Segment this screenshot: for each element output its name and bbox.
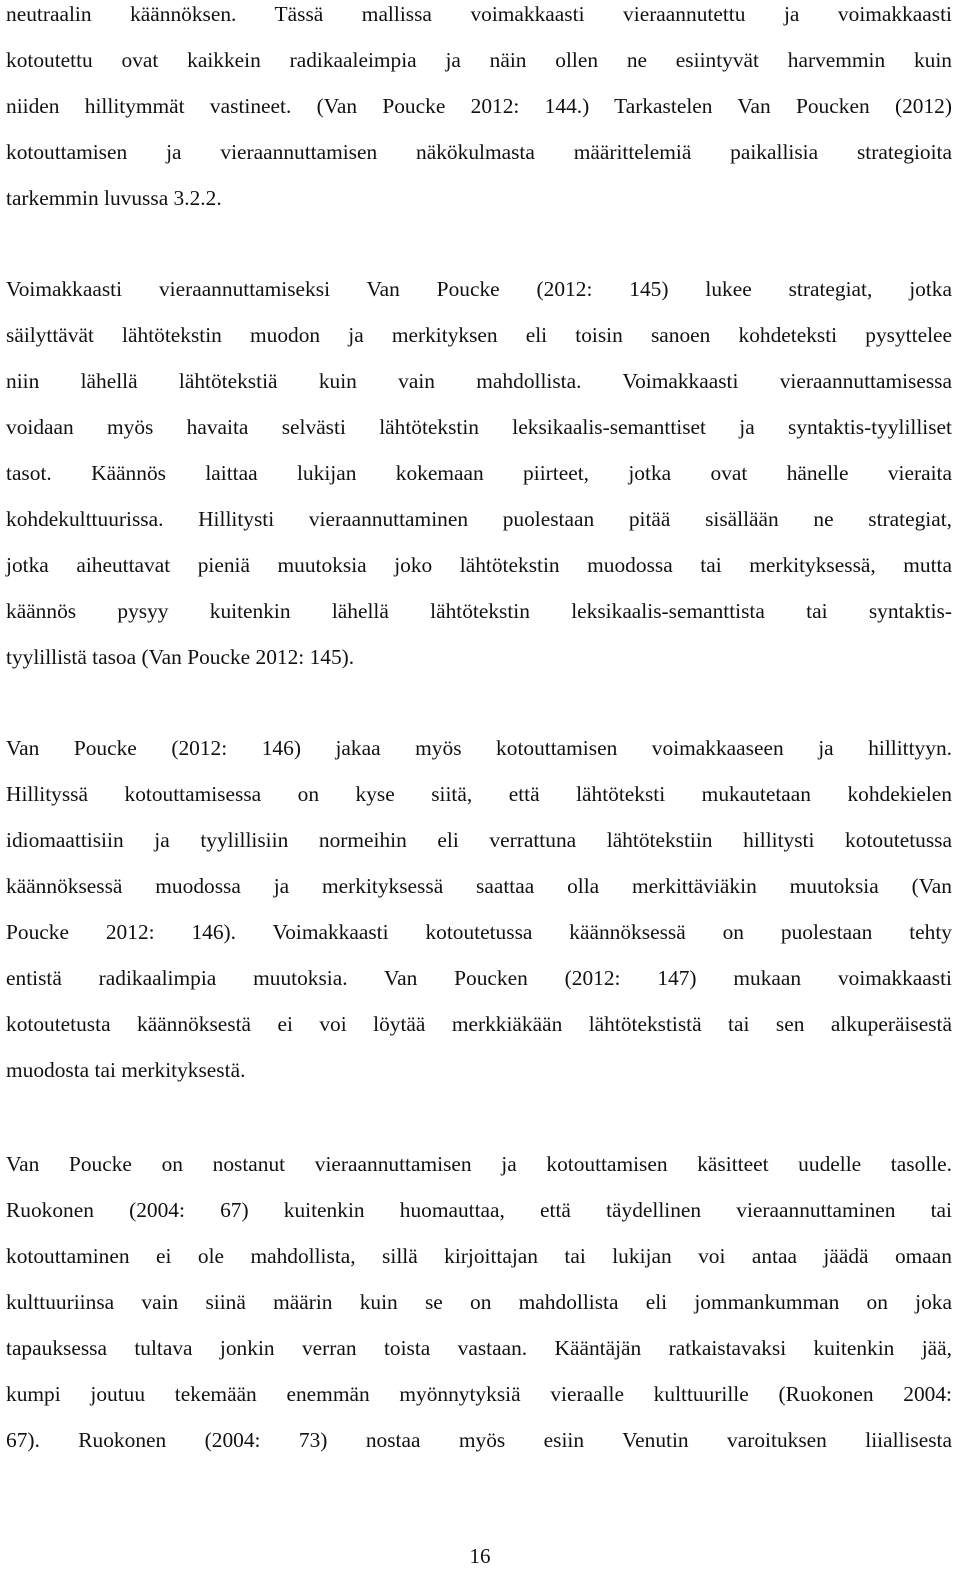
text-line: entistä radikaalimpia muutoksia. Van Poucken (2012: 147) mukaan voimakkaasti bbox=[6, 966, 952, 990]
text-line: tyylillistä tasoa (Van Poucke 2012: 145). bbox=[6, 645, 355, 669]
text-line: jotka aiheuttavat pieniä muutoksia joko lähtötekstin muodossa tai merkityksessä, mutta bbox=[6, 553, 952, 577]
paragraph-3 bbox=[6, 725, 952, 1093]
text-line: niin lähellä lähtötekstiä kuin vain mahdollista. Voimakkaasti vieraannuttamisessa bbox=[6, 369, 952, 393]
text-line: tapauksessa tultava jonkin verran toista vastaan. Kääntäjän ratkaistavaksi kuitenkin jää, bbox=[6, 1336, 952, 1360]
text-line: kulttuuriinsa vain siinä määrin kuin se on mahdollista eli jommankumman on joka bbox=[6, 1290, 952, 1314]
text-line: käännös pysyy kuitenkin lähellä lähtötekstin leksikaalis-semanttista tai syntaktis- bbox=[6, 599, 952, 623]
text-line: kotoutettu ovat kaikkein radikaaleimpia ja näin ollen ne esiintyvät harvemmin kuin bbox=[6, 48, 952, 72]
text-line: Voimakkaasti vieraannuttamiseksi Van Poucke (2012: 145) lukee strategiat, jotka bbox=[6, 277, 952, 301]
text-line: 67). Ruokonen (2004: 73) nostaa myös esiin Venutin varoituksen liiallisesta bbox=[6, 1428, 952, 1452]
text-line: Poucke 2012: 146). Voimakkaasti kotoutetussa käännöksessä on puolestaan tehty bbox=[6, 920, 952, 944]
text-line: niiden hillitymmät vastineet. (Van Poucke 2012: 144.) Tarkastelen Van Poucken (2012) bbox=[6, 94, 952, 118]
paragraph-1 bbox=[6, 0, 952, 221]
paragraph-4 bbox=[6, 1141, 952, 1463]
text-line: voidaan myös havaita selvästi lähtötekstin leksikaalis-semanttiset ja syntaktis-tyylilliset bbox=[6, 415, 952, 439]
text-line: idiomaattisiin ja tyylillisiin normeihin eli verrattuna lähtötekstiin hillitysti kotoutetussa bbox=[6, 828, 952, 852]
text-line: tarkemmin luvussa 3.2.2. bbox=[6, 186, 222, 210]
text-line: kotoutetusta käännöksestä ei voi löytää merkkiäkään lähtötekstistä tai sen alkuperäisestä bbox=[6, 1012, 952, 1036]
text-line: muodosta tai merkityksestä. bbox=[6, 1058, 246, 1082]
text-line: kumpi joutuu tekemään enemmän myönnytyksiä vieraalle kulttuurille (Ruokonen 2004: bbox=[6, 1382, 952, 1406]
text-line: kotouttaminen ei ole mahdollista, sillä kirjoittajan tai lukijan voi antaa jäädä omaan bbox=[6, 1244, 952, 1268]
text-line: Ruokonen (2004: 67) kuitenkin huomauttaa, että täydellinen vieraannuttaminen tai bbox=[6, 1198, 952, 1222]
text-line: Van Poucke (2012: 146) jakaa myös kotouttamisen voimakkaaseen ja hillittyyn. bbox=[6, 736, 952, 760]
text-line: Van Poucke on nostanut vieraannuttamisen ja kotouttamisen käsitteet uudelle tasolle. bbox=[6, 1152, 952, 1176]
text-line: säilyttävät lähtötekstin muodon ja merkityksen eli toisin sanoen kohdeteksti pysyttelee bbox=[6, 323, 952, 347]
text-line: kotouttamisen ja vieraannuttamisen näkökulmasta määrittelemiä paikallisia strategioita bbox=[6, 140, 952, 164]
page-number: 16 bbox=[469, 1544, 491, 1568]
text-line: käännöksessä muodossa ja merkityksessä saattaa olla merkittäviäkin muutoksia (Van bbox=[6, 874, 952, 898]
text-line: Hillityssä kotouttamisessa on kyse siitä, että lähtöteksti mukautetaan kohdekielen bbox=[6, 782, 952, 806]
text-line: kohdekulttuurissa. Hillitysti vieraannuttaminen puolestaan pitää sisällään ne strategiat, bbox=[6, 507, 952, 531]
text-line: tasot. Käännös laittaa lukijan kokemaan piirteet, jotka ovat hänelle vieraita bbox=[6, 461, 952, 485]
paragraph-2 bbox=[6, 266, 952, 680]
text-line: neutraalin käännöksen. Tässä mallissa voimakkaasti vieraannutettu ja voimakkaasti bbox=[6, 2, 952, 26]
